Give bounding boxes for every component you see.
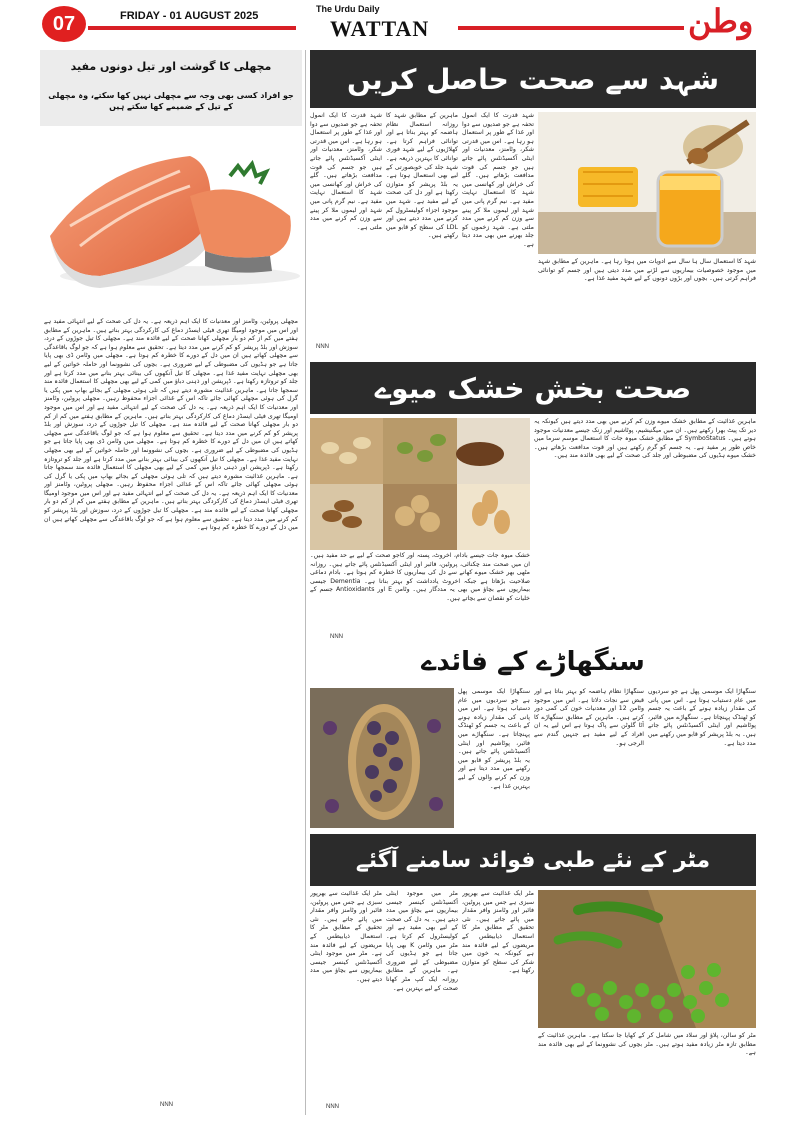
nuts-signature: NNN (330, 634, 343, 640)
honey-col-3: شہد قدرت کا ایک انمول تحفہ ہے جو صدیوں سے دوا اور غذا کے طور پر استعمال ہو رہا ہے۔ اس میں قدرتی شکر، وٹامنز، معدنیات اور اینٹی آکسیڈنٹس پائے جاتے ہیں جو جسم کی قوت مدافعت بڑھاتے ہیں۔ گلے کی خراش اور کھانسی میں شہد کا استعمال نہایت مفید ہے۔ نیم گرم پانی میں شہد اور لیموں ملا کر پینے سے وزن کم کرنے میں مدد ملتی ہے۔ (310, 112, 382, 231)
nuts-image-grid (310, 418, 530, 550)
nuts-right-text: ماہرین غذائیت کے مطابق خشک میوے وزن کم کرنے میں بھی مدد دیتے ہیں کیونکہ یہ دیر تک پیٹ بھرا رکھتے ہیں۔ ان میں میگنیشیم، پوٹاشیم اور زنک جیسے معدنیات موجود ہوتے ہیں۔ SymboStatus کے مطابق خشک میوہ جات کا استعمال موسم سرما میں خاص طور پر مفید ہے۔ یہ جسم کو گرم رکھتے ہیں اور قوت مدافعت بڑھاتے ہیں۔ خشک میوے ہڈیوں کی مضبوطی اور جلد کی صحت کے لیے بھی فائدہ مند ہیں۔ (534, 418, 756, 460)
singhara-image (310, 688, 454, 828)
nuts-left-text: خشک میوہ جات جیسے بادام، اخروٹ، پستہ اور کاجو صحت کے لیے بے حد مفید ہیں۔ ان میں صحت مند چکنائی، پروٹین، فائبر اور اینٹی آکسیڈنٹس پائے جاتے ہیں۔ روزانہ مٹھی بھر خشک میوے کھانے سے دل کی بیماریوں کا خطرہ کم ہوتا ہے۔ بادام دماغی صلاحیت بڑھاتا ہے جبکہ اخروٹ یادداشت کو بہتر بناتا ہے۔ Dementia جیسی بیماریوں سے بچاؤ میں بھی یہ مددگار ہیں۔ وٹامن E اور Antioxidants جسم کے خلیات کو نقصان سے بچاتے ہیں۔ (310, 552, 530, 602)
honey-under-image-text: شہد کا استعمال سال ہا سال سے ادویات میں ہوتا رہا ہے۔ ماہرین کے مطابق شہد میں موجود خصوصیات بیماریوں سے لڑنے میں مدد دیتی ہیں اور جسم کو توانائی فراہم کرتی ہیں۔ بچوں اور بڑوں دونوں کے لیے شہد مفید غذا ہے۔ (538, 258, 756, 283)
peas-image (538, 890, 756, 1028)
fish-article-title: مچھلی کا گوشت اور تیل دونوں مفید (70, 60, 272, 73)
masthead-urdu: وطن (688, 2, 754, 40)
singhara-text-c: سنگھاڑا ایک موسمی پھل ہے جو سردیوں میں عام دستیاب ہوتا ہے۔ اس میں پانی کی مقدار زیادہ ہونے کے باعث یہ جسم کو ٹھنڈک پہنچاتا ہے۔ سنگھاڑے میں فائبر، پوٹاشیم اور اینٹی آکسیڈنٹس پائے جاتے ہیں۔ یہ بلڈ پریشر کو قابو میں رکھنے میں مدد دیتا ہے۔ (648, 688, 756, 747)
fish-article-subtitle: جو افراد کسی بھی وجہ سے مچھلی نہیں کھا سکتے، وہ مچھلی کے تیل کے ضمیمے کھا سکتے ہیں (48, 91, 294, 111)
date-line: FRIDAY - 01 AUGUST 2025 (120, 10, 259, 22)
peas-under-image-text: مٹر کو سالن، پلاؤ اور سلاد میں شامل کر کے کھایا جا سکتا ہے۔ ماہرین غذائیت کے مطابق تازہ مٹر زیادہ مفید ہوتے ہیں۔ مٹر بچوں کی نشوونما کے لیے بھی فائدہ مند ہے۔ (538, 1032, 756, 1057)
peas-title-band: مٹر کے نئے طبی فوائد سامنے آگئے (310, 834, 756, 886)
header-rule-left (88, 26, 296, 30)
nuts-title-band: صحت بخش خشک میوے (310, 362, 756, 414)
honey-signature: NNN (316, 344, 329, 350)
salmon-image (40, 126, 302, 312)
wattan-title: WATTAN (330, 16, 430, 41)
honey-col-2: ماہرین کے مطابق شہد کا روزانہ استعمال نظام ہاضمہ کو بہتر بناتا ہے اور توانائی فراہم کرتا ہے۔ کھلاڑیوں کے لیے شہد فوری توانائی کا بہترین ذریعہ ہے۔ شہد جلد کی خوبصورتی کے لیے بھی استعمال ہوتا ہے۔ یہ بلڈ پریشر کو متوازن رکھتا ہے اور دل کی صحت کے لیے مفید ہے۔ شہد میں موجود اجزاء کولیسٹرول کم کرنے میں مدد دیتے ہیں اور LDL کی سطح کو قابو میں رکھتے ہیں۔ (386, 112, 458, 240)
honey-col-1: شہد قدرت کا ایک انمول تحفہ ہے جو صدیوں سے دوا اور غذا کے طور پر استعمال ہو رہا ہے۔ اس میں قدرتی شکر، وٹامنز، معدنیات اور اینٹی آکسیڈنٹس پائے جاتے ہیں جو جسم کی قوت مدافعت بڑھاتے ہیں۔ گلے کی خراش اور کھانسی میں شہد کا استعمال نہایت مفید ہے۔ نیم گرم پانی میں شہد اور لیموں ملا کر پینے سے وزن کم کرنے میں مدد ملتی ہے۔ شہد زخموں کو جلد بھرنے میں بھی مدد دیتا ہے۔ (462, 112, 534, 248)
singhara-text-b: سنگھاڑا نظام ہاضمہ کو بہتر بناتا ہے اور قبض سے نجات دلاتا ہے۔ اس میں موجود وٹامن 12 اور معدنیات خون کی کمی دور کرتے ہیں۔ ماہرین کے مطابق سنگھاڑے کا آٹا گلوٹن سے پاک ہوتا ہے اس لیے یہ ان افراد کے لیے مفید ہے جنہیں گندم سے الرجی ہو۔ (534, 688, 644, 747)
column-divider (305, 50, 306, 1115)
fish-article-signature: NNN (160, 1102, 173, 1108)
honey-title-band: شہد سے صحت حاصل کریں (310, 50, 756, 108)
singhara-title: سنگھاڑے کے فائدے (421, 647, 645, 677)
peas-col-1: مٹر ایک غذائیت سے بھرپور سبزی ہے جس میں پروٹین، فائبر اور وٹامنز وافر مقدار میں پائے جاتے ہیں۔ نئی تحقیق کے مطابق مٹر کا استعمال ذیابیطس کے مریضوں کے لیے فائدہ مند ہے کیونکہ یہ خون میں شکر کی سطح کو متوازن رکھتا ہے۔ (462, 890, 534, 975)
fish-article-body: مچھلی پروٹین، وٹامنز اور معدنیات کا ایک اہم ذریعہ ہے۔ یہ دل کی صحت کے لیے انتہائی مفید ہے اور اس میں موجود اومیگا تھری فیٹی ایسڈز دماغ کی کارکردگی بہتر بناتے ہیں۔ ماہرین کے مطابق ہفتے میں کم از کم دو بار مچھلی کھانا صحت کے لیے فائدہ مند ہے۔ مچھلی کا تیل جوڑوں کے درد، سوزش اور بلڈ پریشر کو کم کرنے میں مدد دیتا ہے۔ تحقیق سے معلوم ہوا ہے کہ جو لوگ باقاعدگی سے مچھلی کھاتے ہیں ان میں دل کے دورے کا خطرہ کم ہوتا ہے۔ مچھلی میں وٹامن ڈی بھی پایا جاتا ہے جو ہڈیوں کی مضبوطی کے لیے ضروری ہے۔ بچوں کی نشوونما اور حاملہ خواتین کے لیے بھی مچھلی نہایت مفید غذا ہے۔ مچھلی کا تیل آنکھوں کی بینائی بہتر بنانے میں مدد کرتا ہے اور جلد کو تروتازہ رکھتا ہے۔ ڈپریشن اور ذہنی دباؤ میں کمی کے لیے بھی مچھلی کا استعمال فائدہ مند سمجھا جاتا ہے۔ ماہرین غذائیت مشورہ دیتے ہیں کہ تلی ہوئی مچھلی کے بجائے بھاپ میں پکی یا گرل کی ہوئی مچھلی کھائی جائے تاکہ اس کے غذائی اجزاء محفوظ رہیں۔ مچھلی پروٹین، وٹامنز اور معدنیات کا ایک اہم ذریعہ ہے۔ یہ دل کی صحت کے لیے انتہائی مفید ہے اور اس میں موجود اومیگا تھری فیٹی ایسڈز دماغ کی کارکردگی بہتر بناتے ہیں۔ ماہرین کے مطابق ہفتے میں کم از کم دو بار مچھلی کھانا صحت کے لیے فائدہ مند ہے۔ مچھلی کا تیل جوڑوں کے درد، سوزش اور بلڈ پریشر کو کم کرنے میں مدد دیتا ہے۔ تحقیق سے معلوم ہوا ہے کہ جو لوگ باقاعدگی سے مچھلی کھاتے ہیں ان میں دل کے دورے کا خطرہ کم ہوتا ہے۔ مچھلی میں وٹامن ڈی بھی پایا جاتا ہے جو ہڈیوں کی مضبوطی کے لیے ضروری ہے۔ بچوں کی نشوونما اور حاملہ خواتین کے لیے بھی مچھلی نہایت مفید غذا ہے۔ مچھلی کا تیل آنکھوں کی بینائی بہتر بنانے میں مدد کرتا ہے اور جلد کو تروتازہ رکھتا ہے۔ ڈپریشن اور ذہنی دباؤ میں کمی کے لیے بھی مچھلی کا استعمال فائدہ مند سمجھا جاتا ہے۔ ماہرین غذائیت مشورہ دیتے ہیں کہ تلی ہوئی مچھلی کے بجائے بھاپ میں پکی یا گرل کی ہوئی مچھلی کھائی جائے تاکہ اس کے غذائی اجزاء محفوظ رہیں۔ مچھلی پروٹین، وٹامنز اور معدنیات کا ایک اہم ذریعہ ہے۔ یہ دل کی صحت کے لیے انتہائی مفید ہے اور اس میں موجود اومیگا تھری فیٹی ایسڈز دماغ کی کارکردگی بہتر بناتے ہیں۔ ماہرین کے مطابق ہفتے میں کم از کم دو بار مچھلی کھانا صحت کے لیے فائدہ مند ہے۔ مچھلی کا تیل جوڑوں کے درد، سوزش اور بلڈ پریشر کو کم کرنے میں مدد دیتا ہے۔ تحقیق سے معلوم ہوا ہے کہ جو لوگ باقاعدگی سے مچھلی کھاتے ہیں ان میں دل کے دورے کا خطرہ کم ہوتا ہے۔ (44, 318, 298, 532)
honey-image (538, 112, 756, 254)
urdu-daily-label: The Urdu Daily (316, 4, 380, 14)
peas-col-2: مٹر میں موجود اینٹی آکسیڈنٹس کینسر جیسی بیماریوں سے بچاؤ میں مدد دیتے ہیں۔ یہ دل کی صحت کے لیے بھی مفید ہے اور کولیسٹرول کم کرتا ہے۔ مٹر میں وٹامن K بھی پایا جاتا ہے جو ہڈیوں کی مضبوطی کے لیے ضروری ہے۔ ماہرین کے مطابق روزانہ ایک کپ مٹر کھانا صحت کے لیے بہترین ہے۔ (386, 890, 458, 992)
singhara-text-a: سنگھاڑا ایک موسمی پھل ہے جو سردیوں میں عام دستیاب ہوتا ہے۔ اس میں پانی کی مقدار زیادہ ہونے کے باعث یہ جسم کو ٹھنڈک پہنچاتا ہے۔ سنگھاڑے میں فائبر، پوٹاشیم اور اینٹی آکسیڈنٹس پائے جاتے ہیں۔ یہ بلڈ پریشر کو قابو میں رکھنے میں مدد دیتا ہے اور وزن کم کرنے والوں کے لیے بہترین غذا ہے۔ (458, 688, 530, 790)
peas-signature: NNN (326, 1104, 339, 1110)
peas-col-3: مٹر ایک غذائیت سے بھرپور سبزی ہے جس میں پروٹین، فائبر اور وٹامنز وافر مقدار میں پائے جاتے ہیں۔ نئی تحقیق کے مطابق مٹر کا استعمال ذیابیطس کے مریضوں کے لیے فائدہ مند ہے۔ مٹر میں موجود اینٹی آکسیڈنٹس کینسر جیسی بیماریوں سے بچاؤ میں مدد دیتے ہیں۔ (310, 890, 382, 983)
header-rule-right (458, 26, 684, 30)
page-number: 07 (42, 6, 86, 42)
